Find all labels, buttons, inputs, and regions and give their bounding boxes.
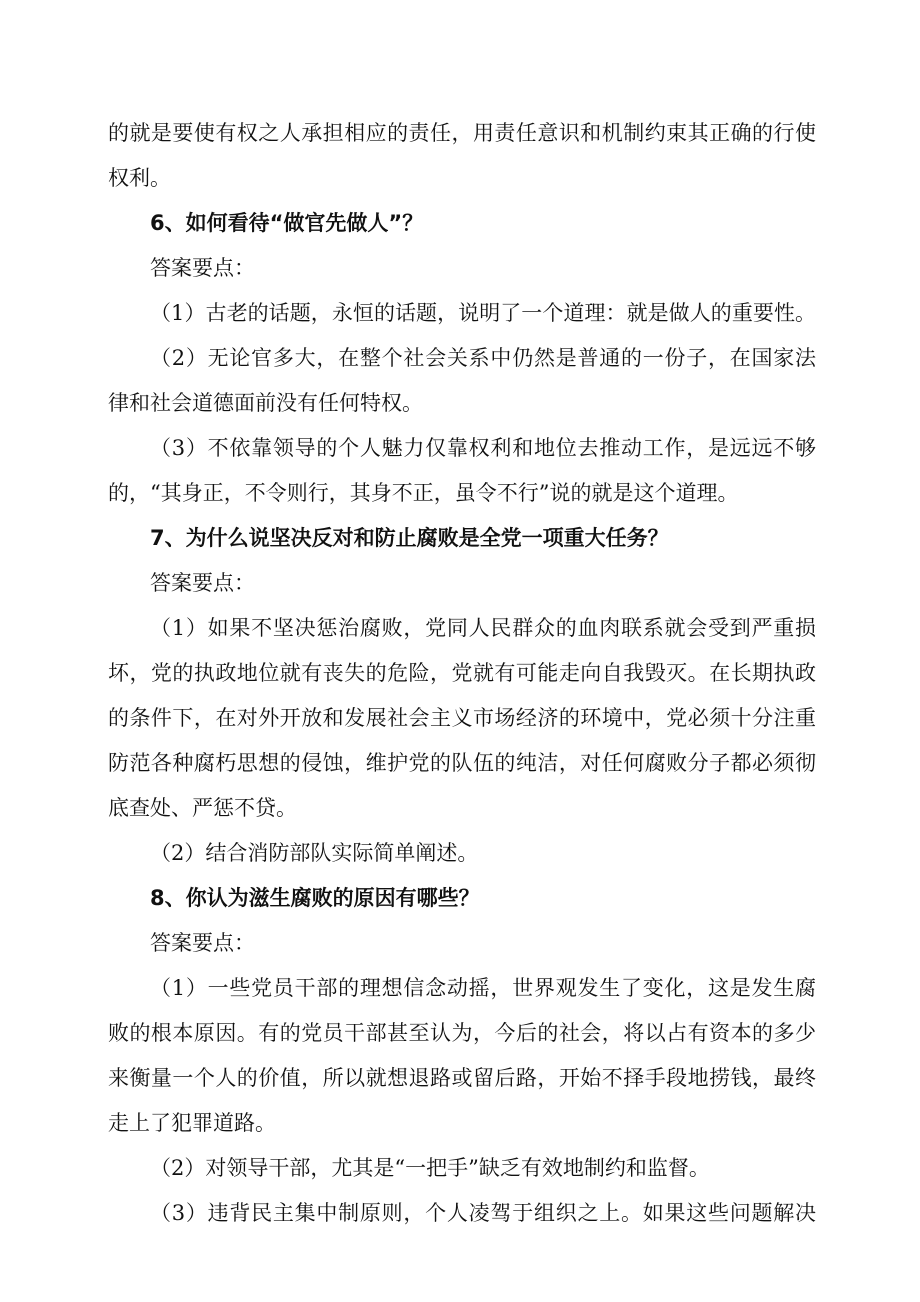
paragraph-line: 坏，党的执政地位就有丧失的危险，党就有可能走向自我毁灭。在长期执政	[108, 661, 816, 685]
paragraph-line: 律和社会道德面前没有任何特权。	[108, 391, 423, 415]
answer-points-label: 答案要点：	[150, 931, 255, 955]
answer-point: （3）不依靠领导的个人魅力仅靠权利和地位去推动工作，是远远不够	[150, 436, 816, 460]
paragraph-line: 的条件下，在对外开放和发展社会主义市场经济的环境中，党必须十分注重	[108, 706, 816, 730]
paragraph-line: 防范各种腐朽思想的侵蚀，维护党的队伍的纯洁，对任何腐败分子都必须彻	[108, 751, 816, 775]
question-heading-6: 6、如何看待“做官先做人”？	[150, 211, 424, 235]
paragraph-line: 权利。	[108, 166, 171, 190]
answer-point: （3）违背民主集中制原则，个人凌驾于组织之上。如果这些问题解决	[150, 1201, 816, 1225]
answer-point: （2）结合消防部队实际简单阐述。	[150, 841, 479, 865]
paragraph-line: 走上了犯罪道路。	[108, 1111, 276, 1135]
paragraph-line: 的就是要使有权之人承担相应的责任，用责任意识和机制约束其正确的行使	[108, 121, 816, 145]
answer-point: （2）对领导干部，尤其是“一把手”缺乏有效地制约和监督。	[150, 1156, 710, 1180]
answer-point: （1）古老的话题，永恒的话题，说明了一个道理：就是做人的重要性。	[150, 301, 816, 325]
paragraph-line: 的，“其身正，不令则行，其身不正，虽令不行”说的就是这个道理。	[108, 481, 739, 505]
answer-point: （1）一些党员干部的理想信念动摇，世界观发生了变化，这是发生腐	[150, 976, 816, 1000]
answer-points-label: 答案要点：	[150, 571, 255, 595]
answer-points-label: 答案要点：	[150, 256, 255, 280]
answer-point: （2）无论官多大，在整个社会关系中仍然是普通的一份子，在国家法	[150, 346, 816, 370]
question-heading-7: 7、为什么说坚决反对和防止腐败是全党一项重大任务？	[150, 526, 669, 550]
question-heading-8: 8、你认为滋生腐败的原因有哪些？	[150, 886, 480, 910]
paragraph-line: 败的根本原因。有的党员干部甚至认为，今后的社会，将以占有资本的多少	[108, 1021, 816, 1045]
paragraph-line: 底查处、严惩不贷。	[108, 796, 297, 820]
paragraph-line: 来衡量一个人的价值，所以就想退路或留后路，开始不择手段地捞钱，最终	[108, 1066, 816, 1090]
answer-point: （1）如果不坚决惩治腐败，党同人民群众的血肉联系就会受到严重损	[150, 616, 816, 640]
